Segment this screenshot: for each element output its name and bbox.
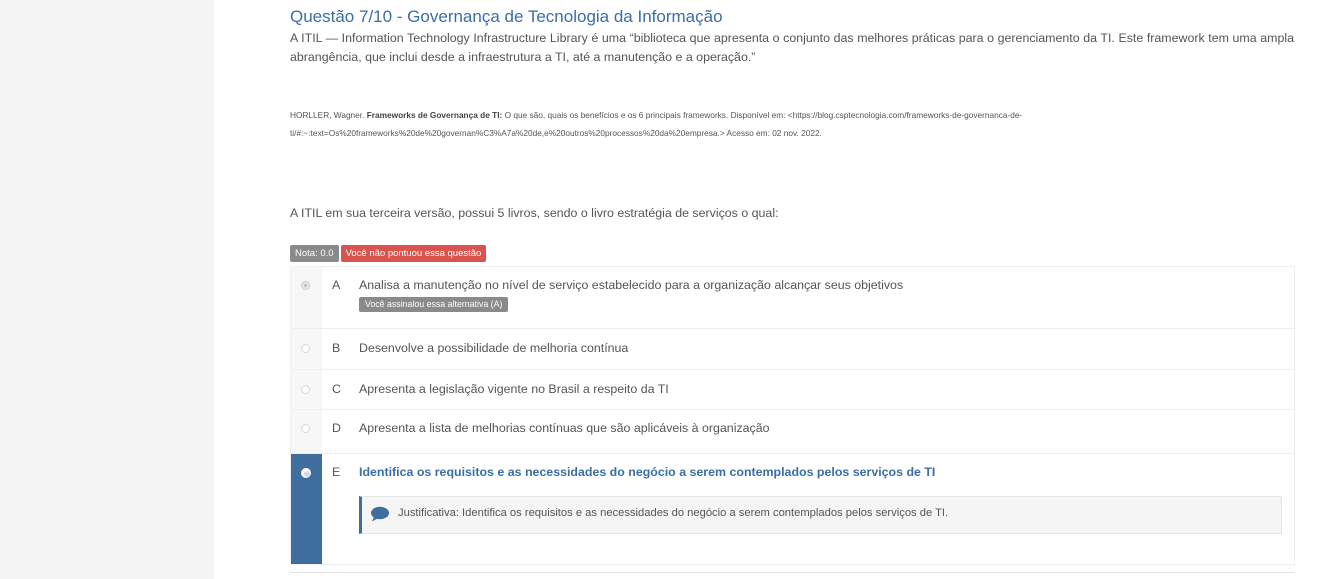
- option-letter: A: [332, 278, 341, 292]
- divider: [290, 572, 1294, 573]
- grade-badge: Nota: 0.0: [290, 245, 339, 262]
- option-c[interactable]: [291, 370, 1294, 410]
- status-badge: Você não pontuou essa questão: [341, 245, 487, 262]
- option-text: Identifica os requisitos e as necessidades do negócio a serem contemplados pelos serviços de TI: [359, 465, 936, 479]
- option-letter: D: [332, 421, 341, 435]
- option-b[interactable]: [291, 329, 1294, 370]
- reference-details: O que são, quais os benefícios e os 6 principais frameworks. Disponível em: <https://blog.csptecnologia.com/frameworks-de-governanca-de-ti/#:~:text=Os%20frameworks%20de%20governan%C3%A7a%20de,e%20outros%20processos%20da%20empresa.> Acesso em: 02 nov. 2022.: [290, 110, 1023, 138]
- result-badges: [290, 245, 486, 263]
- reference-text: [290, 106, 1294, 142]
- option-text: Desenvolve a possibilidade de melhoria contínua: [359, 341, 629, 355]
- question-prompt: A ITIL em sua terceira versão, possui 5 livros, sendo o livro estratégia de serviços o qual:: [290, 206, 779, 220]
- justification-box: [359, 496, 1282, 534]
- option-b-radio[interactable]: [301, 344, 310, 353]
- chat-bubble-icon: [370, 506, 390, 527]
- option-text: Analisa a manutenção no nível de serviço estabelecido para a organização alcançar seus objetivos: [359, 278, 904, 292]
- option-e[interactable]: [291, 454, 1294, 565]
- option-text: Apresenta a legislação vigente no Brasil a respeito da TI: [359, 382, 669, 396]
- option-c-radio[interactable]: [301, 385, 310, 394]
- question-intro: A ITIL — Information Technology Infrastructure Library é uma “biblioteca que apresenta o conjunto das melhores práticas para o gerenciamento da TI. Este framework tem uma ampla abrangência, que inclui desde a infraestrutura a TI, até a manutenção e a operação.”: [290, 31, 1294, 64]
- option-text: Apresenta a lista de melhorias contínuas que são aplicáveis à organização: [359, 421, 770, 435]
- option-e-radio[interactable]: [301, 468, 311, 478]
- reference-author: HORLLER, Wagner.: [290, 110, 365, 120]
- left-sidebar-background: [0, 0, 214, 579]
- option-a[interactable]: [291, 267, 1294, 329]
- option-letter: C: [332, 382, 341, 396]
- marked-alternative-badge: Você assinalou essa alternativa (A): [359, 297, 508, 312]
- question-title: Questão 7/10 - Governança de Tecnologia da Informação: [290, 7, 723, 26]
- reference-work: Frameworks de Governança de TI:: [366, 110, 503, 120]
- option-letter: E: [332, 465, 341, 479]
- option-marker-bar: [291, 267, 322, 328]
- option-a-radio[interactable]: [301, 281, 310, 290]
- justification-text: Justificativa: Identifica os requisitos e as necessidades do negócio a serem contemplados pelos serviços de TI.: [398, 507, 949, 519]
- answer-options: [290, 266, 1295, 565]
- option-d[interactable]: [291, 410, 1294, 454]
- option-d-radio[interactable]: [301, 424, 310, 433]
- option-letter: B: [332, 341, 341, 355]
